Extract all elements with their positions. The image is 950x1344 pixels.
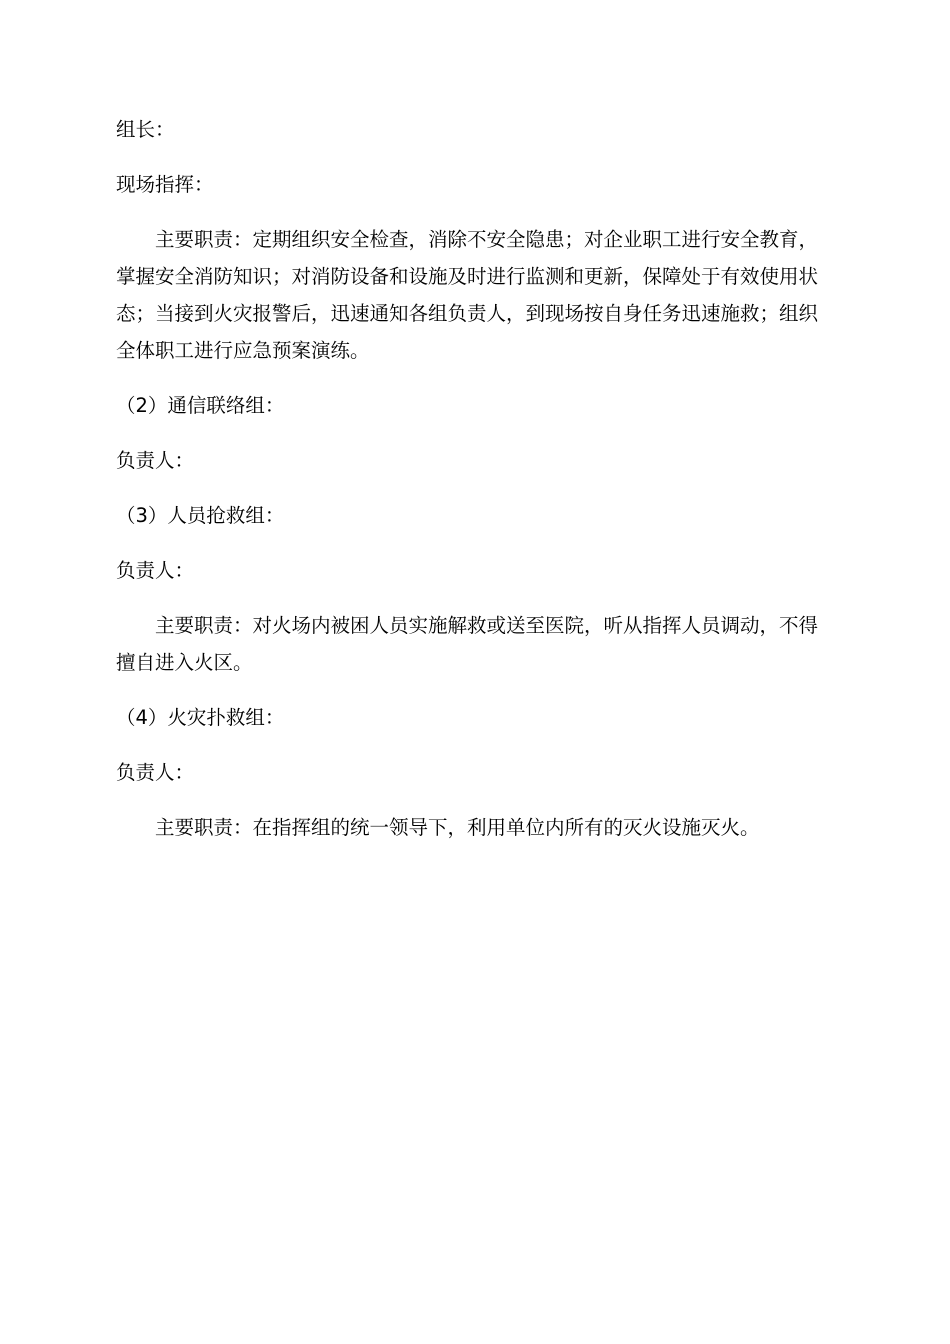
fire-group-head-line: 负责人： <box>116 761 195 784</box>
rescue-group-head-line: 负责人： <box>116 559 195 582</box>
rescue-duties-paragraph: 主要职责：对火场内被困人员实施解救或送至医院，听从指挥人员调动，不得擅自进入火区。 <box>116 614 819 674</box>
rescue-group-heading: （3）人员抢救组： <box>116 504 285 527</box>
field-command-line: 现场指挥： <box>116 173 214 196</box>
fire-group-heading: （4）火灾扑救组： <box>116 706 285 729</box>
fire-duties-paragraph: 主要职责：在指挥组的统一领导下，利用单位内所有的灭火设施灭火。 <box>155 816 760 839</box>
communication-group-heading: （2）通信联络组： <box>116 394 285 417</box>
document-body <box>116 111 832 864</box>
leader-line: 组长： <box>116 118 175 141</box>
communication-group-head-line: 负责人： <box>116 449 195 472</box>
command-duties-paragraph: 主要职责：定期组织安全检查，消除不安全隐患；对企业职工进行安全教育，掌握安全消防知识；对消防设备和设施及时进行监测和更新，保障处于有效使用状态；当接到火灾报警后，迅速通知各组负责人，到现场按自身任务迅速施救；组织全体职工进行应急预案演练。 <box>116 228 819 362</box>
